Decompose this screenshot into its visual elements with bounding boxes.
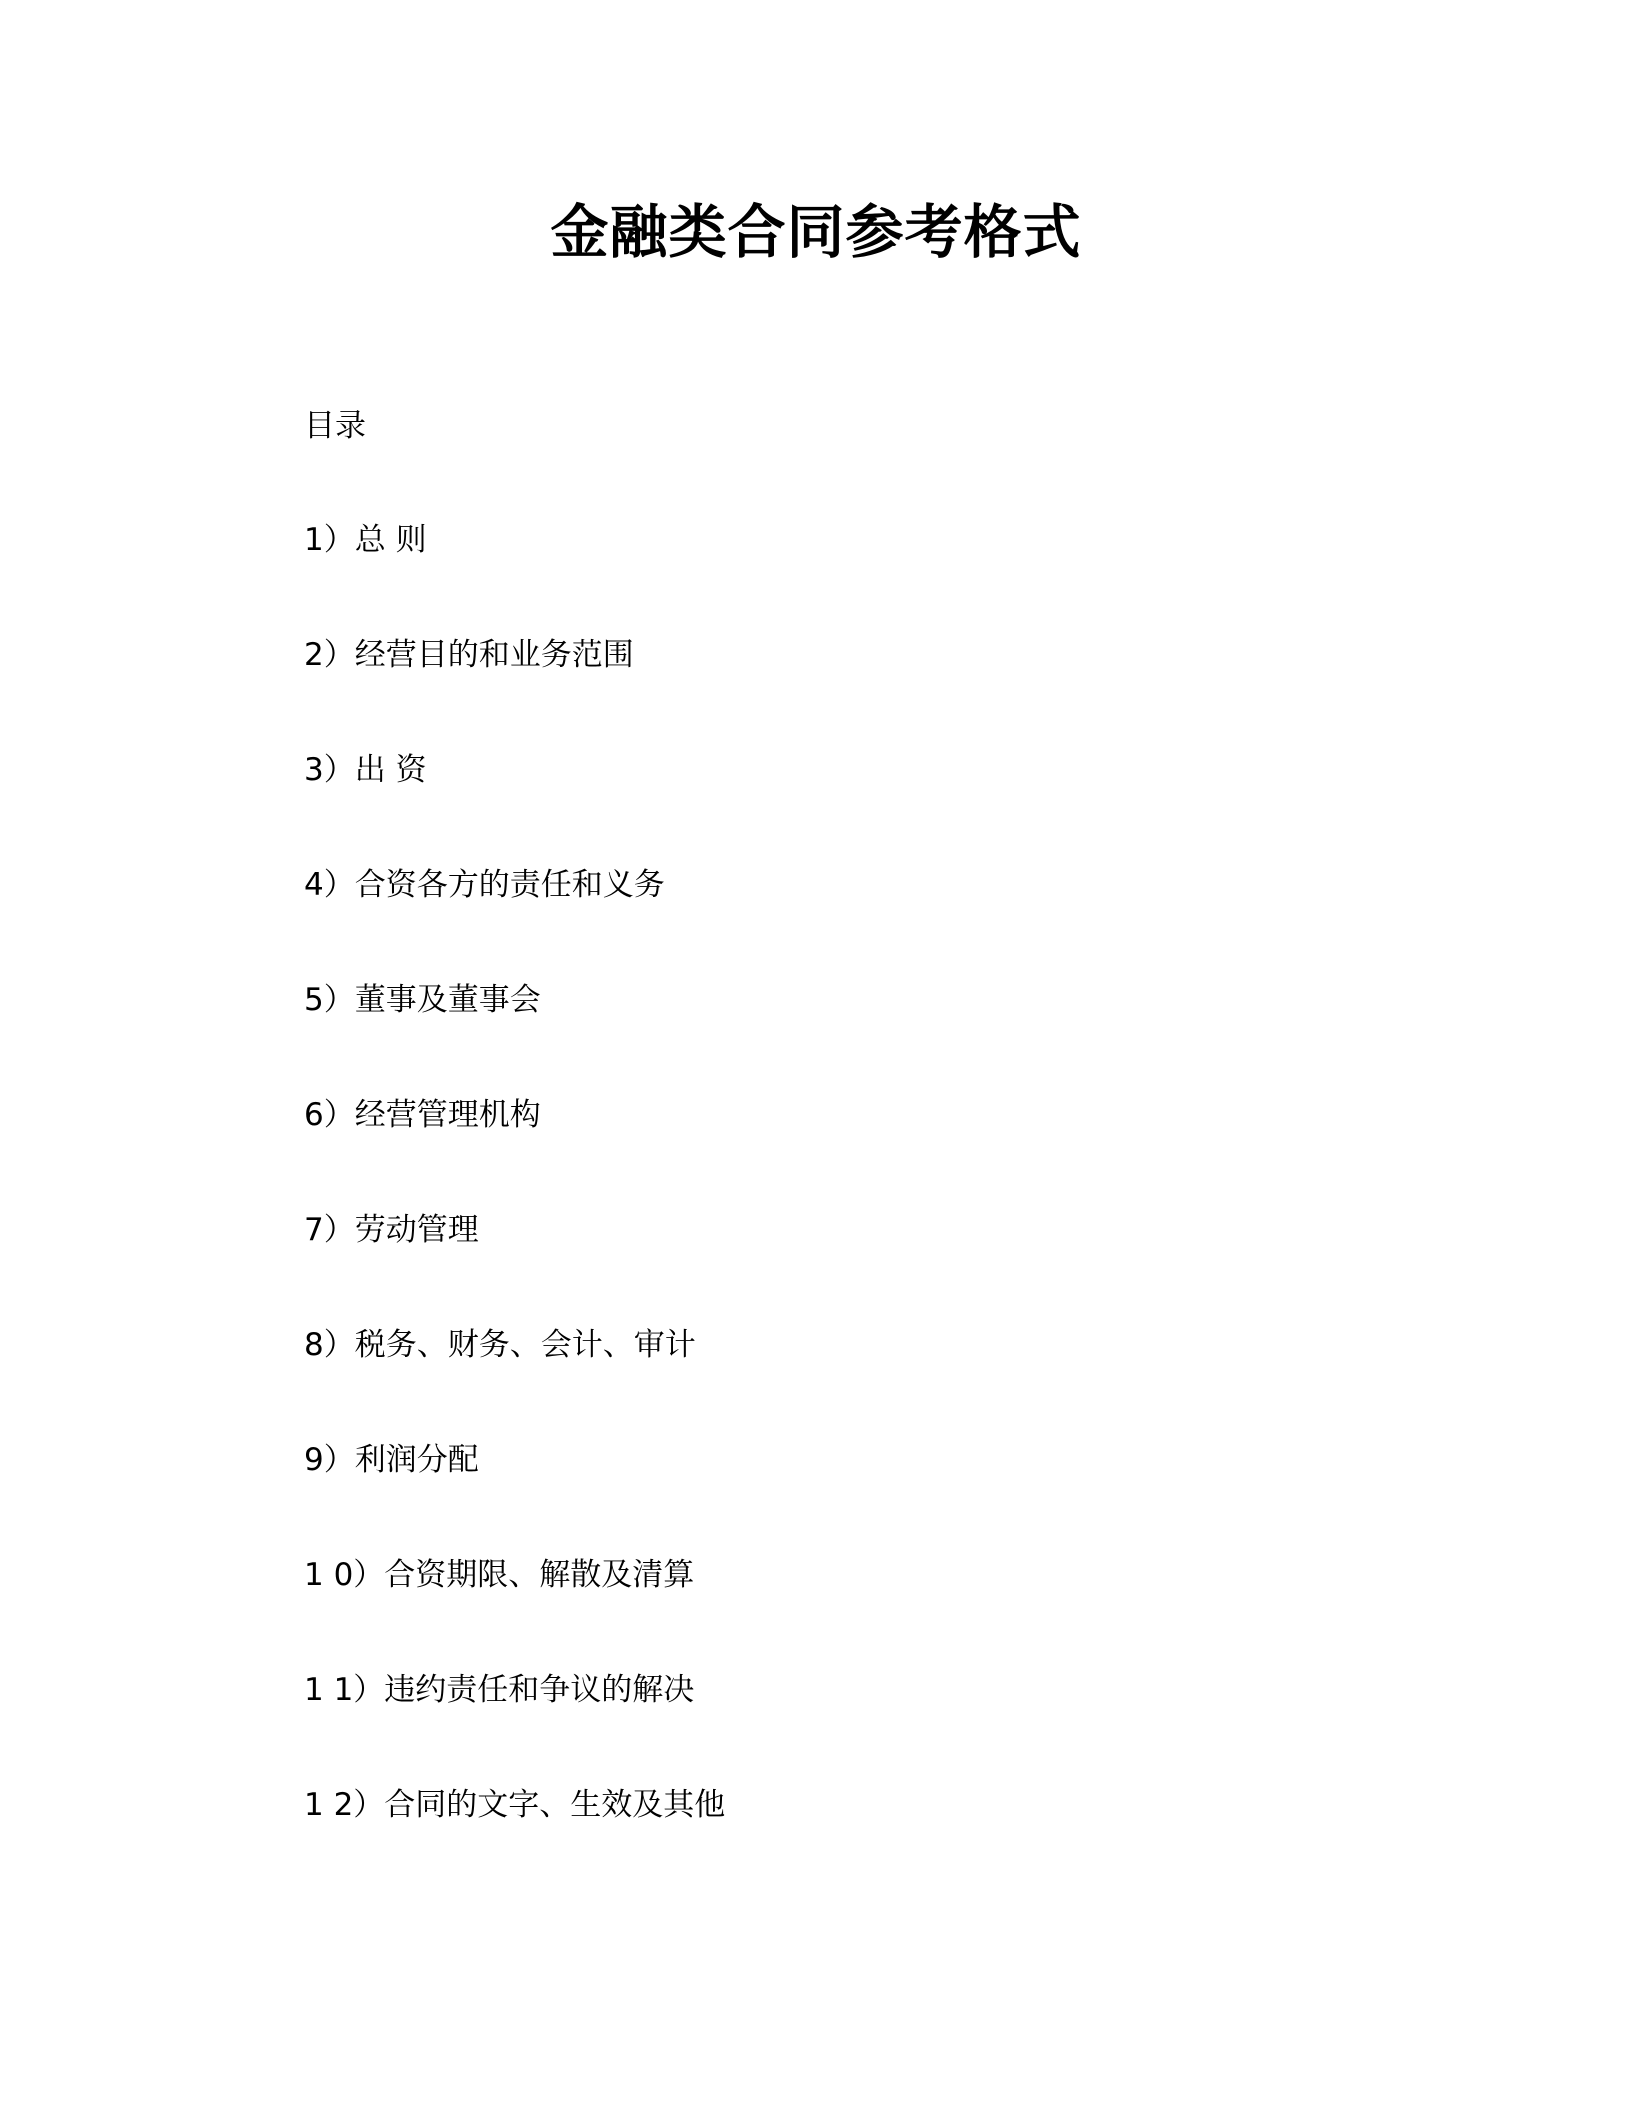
toc-item: 1 0）合资期限、解散及清算 [304,1557,695,1593]
toc-item: 1 1）违约责任和争议的解决 [304,1672,695,1708]
toc-item: 7）劳动管理 [304,1212,479,1248]
toc-item: 1）总 则 [304,522,427,558]
document-title: 金融类合同参考格式 [550,198,1082,266]
toc-item: 1 2）合同的文字、生效及其他 [304,1787,726,1823]
toc-item: 2）经营目的和业务范围 [304,637,634,673]
table-of-contents [304,520,725,1900]
toc-heading: 目录 [304,408,366,444]
toc-item: 4）合资各方的责任和义务 [304,867,665,903]
toc-item: 9）利润分配 [304,1442,479,1478]
toc-item: 5）董事及董事会 [304,982,541,1018]
toc-item: 8）税务、财务、会计、审计 [304,1327,696,1363]
toc-item: 3）出 资 [304,752,427,788]
toc-item: 6）经营管理机构 [304,1097,541,1133]
